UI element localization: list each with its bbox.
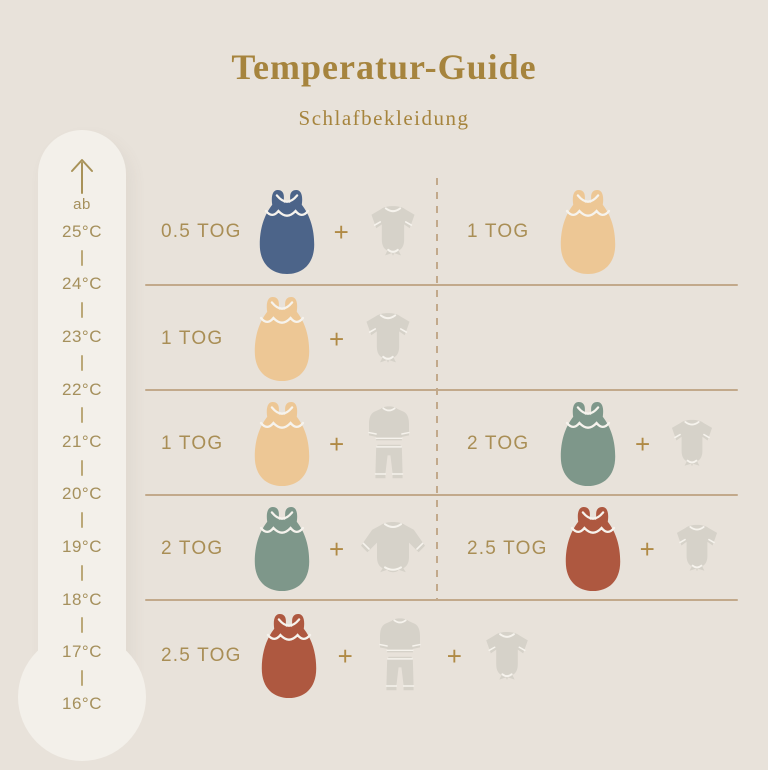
plus-sign: + xyxy=(329,323,345,354)
scale-temp-16: 16°C xyxy=(62,694,102,713)
sleeping-bag-icon xyxy=(252,186,322,278)
scale-temp-22: 22°C xyxy=(62,380,102,399)
up-arrow-icon xyxy=(68,155,96,195)
scale-temp-17: 17°C xyxy=(62,642,102,661)
sleeping-bag-icon xyxy=(553,398,623,490)
sleeping-bag-icon xyxy=(247,503,317,595)
guide-row-4 xyxy=(145,496,738,601)
row2-right-cell-empty xyxy=(437,286,738,391)
guide-row-5 xyxy=(145,601,738,711)
sleeping-bag-icon xyxy=(254,610,324,702)
plus-sign: + xyxy=(329,533,345,564)
plus-sign: + xyxy=(635,428,651,459)
tog-label: 2 TOG xyxy=(467,432,530,454)
bodysuit-long-icon xyxy=(356,517,430,581)
tog-label: 2.5 TOG xyxy=(161,645,242,666)
scale-tick xyxy=(81,355,83,371)
plus-sign: + xyxy=(329,428,345,459)
tog-label: 1 TOG xyxy=(467,220,530,242)
scale-temp-20: 20°C xyxy=(62,484,102,503)
scale-tick xyxy=(81,460,83,476)
tog-label: 2.5 TOG xyxy=(467,537,548,559)
scale-tick xyxy=(81,617,83,633)
bodysuit-short-icon xyxy=(476,628,538,685)
scale-temp-25: 25°C xyxy=(62,222,102,241)
scale-tick xyxy=(81,302,83,318)
row2-left-cell xyxy=(145,286,437,391)
scale-temp-24: 24°C xyxy=(62,274,102,293)
bodysuit-short-icon xyxy=(667,521,727,576)
bodysuit-short-icon xyxy=(356,309,420,368)
page-title: Temperatur-Guide xyxy=(231,47,537,87)
tog-label: 1 TOG xyxy=(161,432,224,454)
page-subtitle: Schlafbekleidung xyxy=(298,106,470,130)
thermometer-scale xyxy=(38,130,126,770)
pajamas-icon xyxy=(356,404,422,484)
scale-temp-23: 23°C xyxy=(62,327,102,346)
scale-temp-21: 21°C xyxy=(62,432,102,451)
guide-row-1 xyxy=(145,179,738,284)
plus-sign: + xyxy=(639,533,655,564)
row5-cell xyxy=(145,601,738,711)
sleeping-bag-icon xyxy=(553,186,623,278)
tog-label: 0.5 TOG xyxy=(161,220,242,242)
sleeping-bag-icon xyxy=(247,293,317,385)
bodysuit-short-icon xyxy=(361,202,425,261)
scale-threshold-label: ab xyxy=(73,196,91,213)
sleeping-bag-icon xyxy=(558,503,628,595)
row3-left-cell xyxy=(145,391,437,496)
scale-tick xyxy=(81,250,83,266)
plus-sign: + xyxy=(337,641,353,671)
plus-sign: + xyxy=(333,216,349,247)
guide-row-2 xyxy=(145,286,738,391)
row4-right-cell xyxy=(437,496,738,601)
row3-right-cell xyxy=(437,391,738,496)
scale-temp-18: 18°C xyxy=(62,590,102,609)
plus-sign: + xyxy=(446,641,462,671)
row4-left-cell xyxy=(145,496,437,601)
scale-tick xyxy=(81,565,83,581)
row1-left-cell xyxy=(145,179,437,284)
guide-row-3 xyxy=(145,391,738,496)
pajamas-icon xyxy=(367,616,433,696)
sleeping-bag-icon xyxy=(247,398,317,490)
tog-label: 1 TOG xyxy=(161,327,224,349)
row1-right-cell xyxy=(437,179,738,284)
bodysuit-short-icon xyxy=(662,416,722,471)
scale-tick xyxy=(81,670,83,686)
scale-tick xyxy=(81,512,83,528)
scale-tick xyxy=(81,407,83,423)
scale-temp-19: 19°C xyxy=(62,537,102,556)
tog-label: 2 TOG xyxy=(161,537,224,559)
